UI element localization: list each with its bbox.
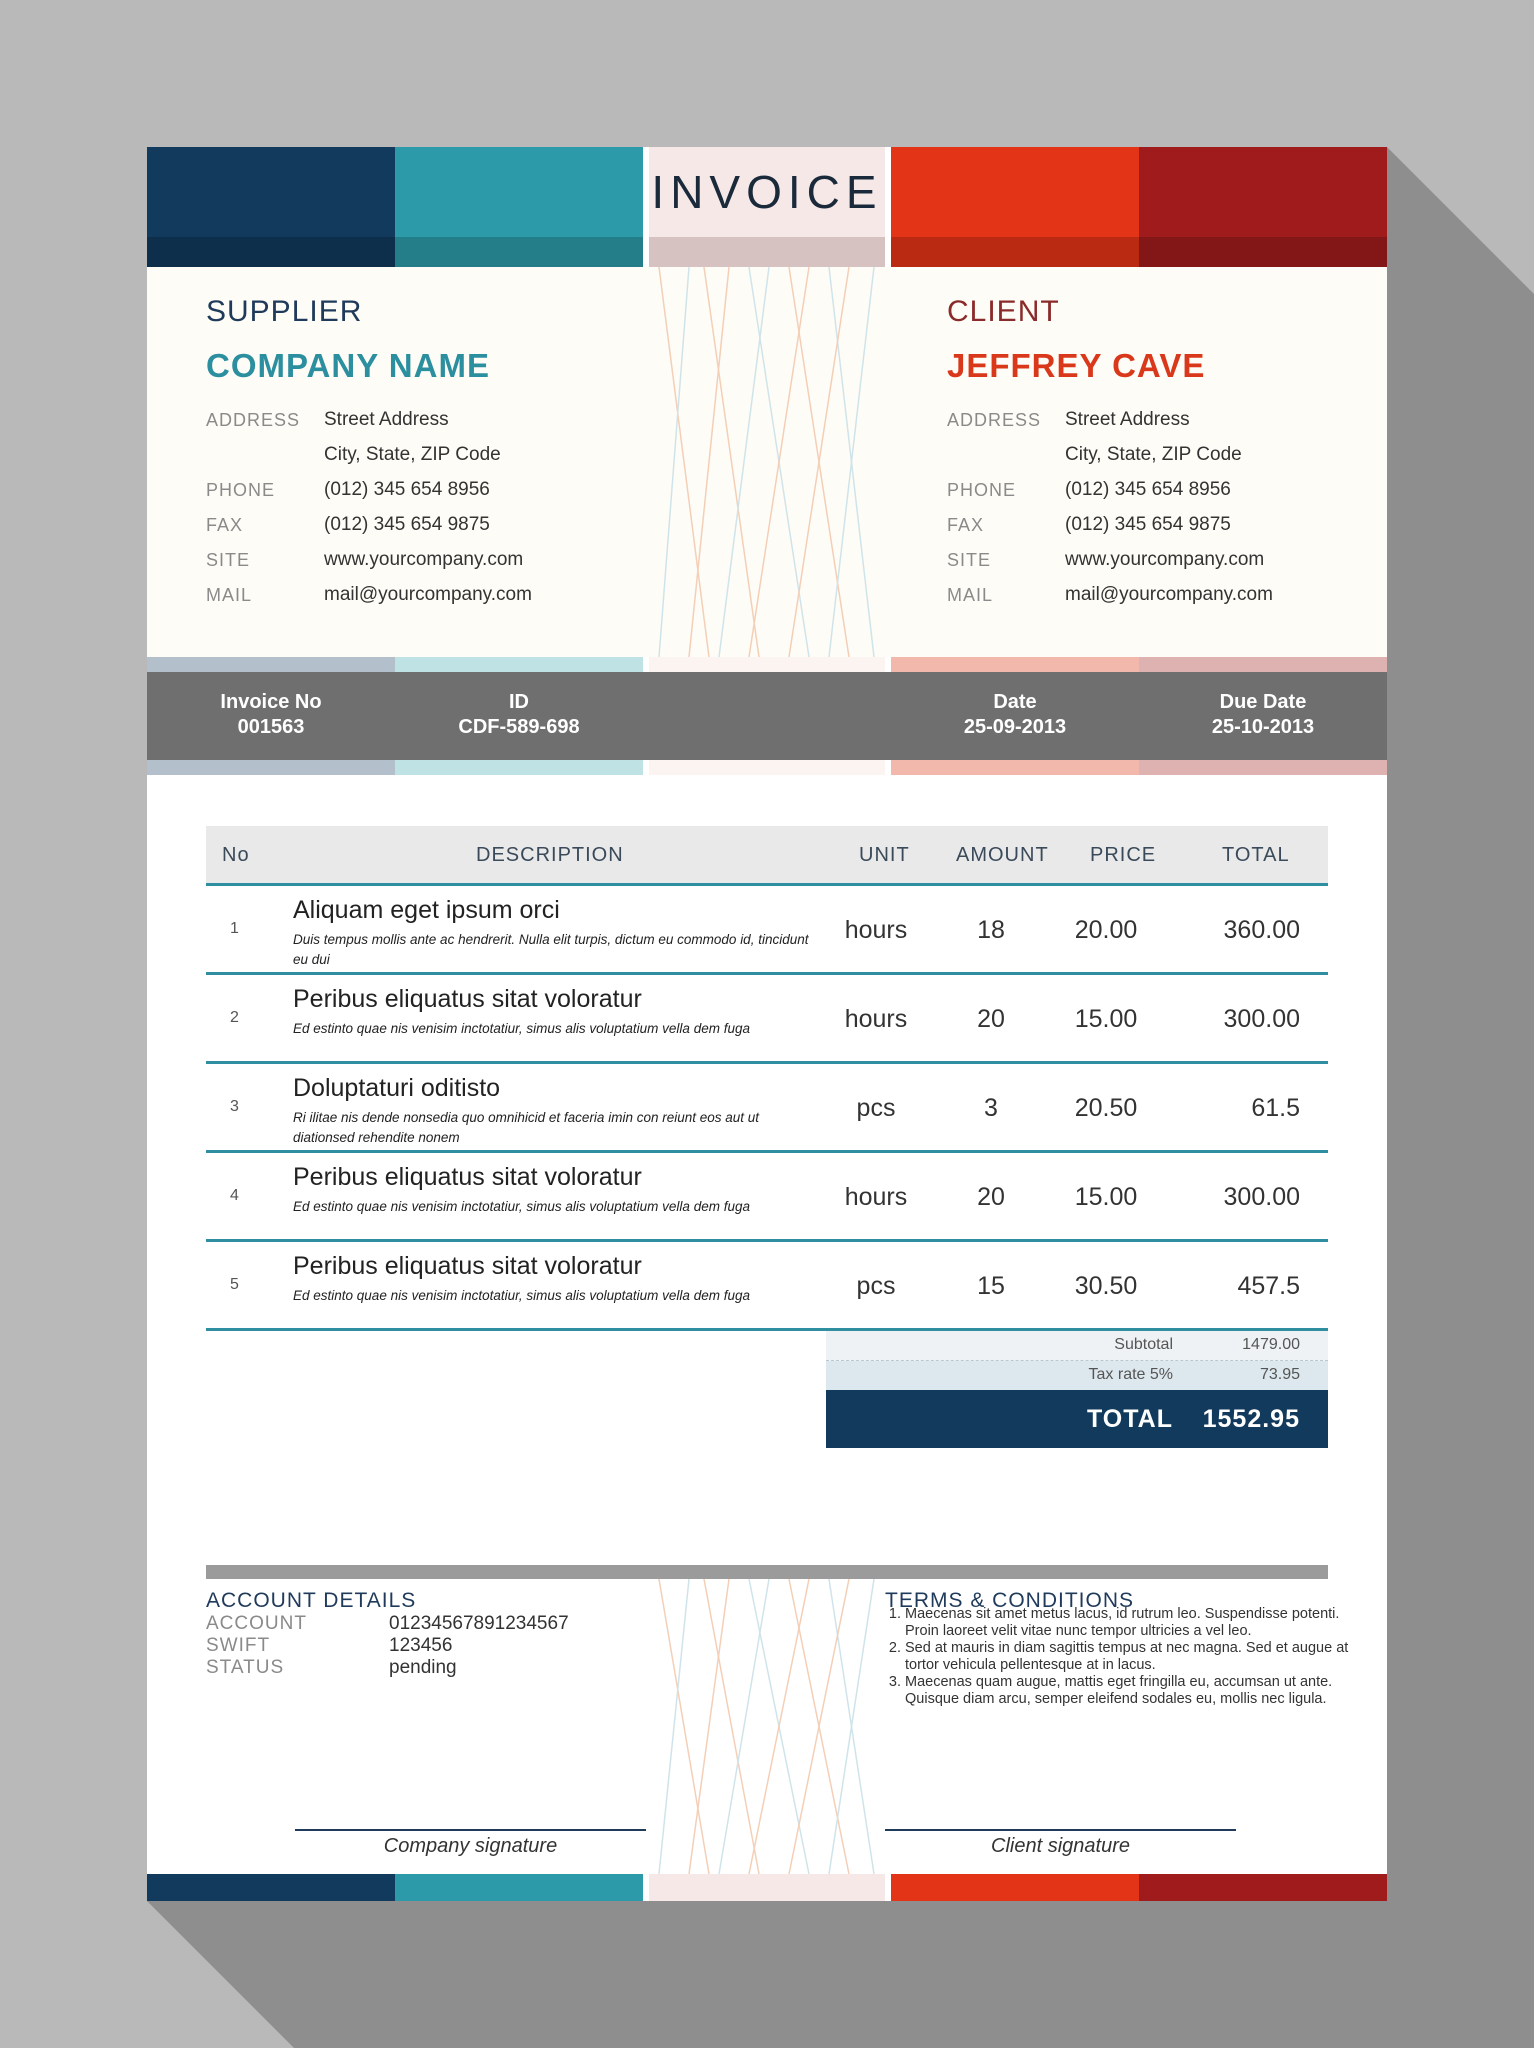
table-row bbox=[206, 1153, 1328, 1242]
row-unit: hours bbox=[844, 1183, 908, 1211]
row-price: 15.00 bbox=[1074, 1183, 1138, 1211]
client-address: Street Address bbox=[1065, 409, 1190, 430]
client-signature-label: Client signature bbox=[991, 1835, 1130, 1857]
supplier-city: City, State, ZIP Code bbox=[324, 444, 501, 465]
row-no: 2 bbox=[230, 1009, 239, 1026]
date-label: Date bbox=[993, 691, 1037, 713]
strip-teal-top bbox=[395, 657, 643, 672]
strip-red-bottom bbox=[891, 760, 1139, 775]
supplier-name: COMPANY NAME bbox=[206, 347, 490, 384]
invoice-no-block bbox=[171, 690, 371, 740]
subtotal-row bbox=[826, 1331, 1328, 1361]
subtotal-value: 1479.00 bbox=[1242, 1336, 1300, 1353]
col-unit: UNIT bbox=[859, 844, 910, 866]
col-price: PRICE bbox=[1090, 844, 1157, 866]
row-no: 1 bbox=[230, 920, 239, 937]
client-phone-key: PHONE bbox=[947, 480, 1017, 500]
row-title: Peribus eliquatus sitat voloratur bbox=[293, 1163, 642, 1191]
client-address-key: ADDRESS bbox=[947, 410, 1042, 430]
col-amount: AMOUNT bbox=[956, 844, 1049, 866]
tax-value: 73.95 bbox=[1259, 1366, 1300, 1383]
status-label: STATUS bbox=[206, 1657, 285, 1678]
row-title: Doluptaturi oditisto bbox=[293, 1074, 501, 1102]
company-signature-label: Company signature bbox=[383, 1835, 558, 1857]
invoice-page bbox=[147, 147, 1387, 1901]
header-bar-darkred bbox=[1139, 147, 1387, 267]
row-desc: Ri ilitae nis dende nonsedia quo omnihicid et faceria imin con reiunt eos aut ut diationsed rehendite nonem bbox=[293, 1110, 760, 1145]
invoice-title: INVOICE bbox=[651, 166, 883, 218]
row-title: Peribus eliquatus sitat voloratur bbox=[293, 985, 642, 1013]
row-price: 20.00 bbox=[1074, 916, 1138, 944]
supplier-fax: (012) 345 654 9875 bbox=[324, 514, 490, 535]
invoice-meta-band bbox=[147, 672, 1387, 760]
supplier-site[interactable]: www.yourcompany.com bbox=[324, 549, 524, 570]
strip-red-top bbox=[891, 657, 1139, 672]
row-amount: 15 bbox=[977, 1272, 1005, 1300]
terms-item: 1. Maecenas sit amet metus lacus, id rutrum leo. Suspendisse potenti. Proin laoreet velit vitae nunc tempor ultricies a vel leo. bbox=[905, 1606, 1355, 1640]
supplier-site-key: SITE bbox=[206, 550, 251, 570]
date-block bbox=[915, 690, 1115, 740]
footer-bar-mid bbox=[649, 1874, 885, 1901]
row-amount: 18 bbox=[977, 916, 1005, 944]
strip-navy-bottom bbox=[147, 760, 395, 775]
terms-item: 2. Sed at mauris in diam sagittis tempus at nec magna. Sed et augue at tortor vehicula pellentesque at in lacus. bbox=[905, 1640, 1355, 1674]
supplier-fax-key: FAX bbox=[206, 515, 244, 535]
items-table-header bbox=[206, 826, 1328, 886]
swift-label: SWIFT bbox=[206, 1635, 271, 1656]
row-desc: Ed estinto quae nis venisim inctotatiur, simus alis voluptatium vella dem fuga bbox=[293, 1199, 750, 1214]
table-row bbox=[206, 975, 1328, 1064]
col-total: TOTAL bbox=[1222, 844, 1290, 866]
id-label: ID bbox=[509, 691, 529, 713]
company-signature-line[interactable] bbox=[295, 1829, 646, 1831]
row-unit: hours bbox=[844, 916, 908, 944]
date-value: 25-09-2013 bbox=[963, 716, 1067, 738]
client-fax: (012) 345 654 9875 bbox=[1065, 514, 1231, 535]
account-value: 01234567891234567 bbox=[389, 1613, 569, 1634]
row-price: 20.50 bbox=[1074, 1094, 1138, 1122]
row-amount: 3 bbox=[984, 1094, 998, 1122]
supplier-address-key: ADDRESS bbox=[206, 410, 301, 430]
terms-title: TERMS & CONDITIONS bbox=[885, 1589, 1135, 1612]
supplier-mail[interactable]: mail@yourcompany.com bbox=[324, 584, 532, 605]
row-unit: pcs bbox=[856, 1272, 896, 1300]
status-value: pending bbox=[389, 1657, 457, 1678]
row-amount: 20 bbox=[977, 1183, 1005, 1211]
title-box bbox=[649, 147, 885, 267]
supplier-mail-key: MAIL bbox=[206, 585, 253, 605]
client-site[interactable]: www.yourcompany.com bbox=[1065, 549, 1265, 570]
due-date-block bbox=[1163, 690, 1363, 740]
tax-row bbox=[826, 1361, 1328, 1391]
client-name: JEFFREY CAVE bbox=[947, 347, 1206, 384]
strip-navy-top bbox=[147, 657, 395, 672]
row-no: 3 bbox=[230, 1098, 239, 1115]
footer-crosshatch-decoration bbox=[649, 1579, 885, 1874]
row-desc: Duis tempus mollis ante ac hendrerit. Nulla elit turpis, dictum eu commodo id, tincidunt eu dui bbox=[293, 932, 809, 967]
footer-divider bbox=[206, 1565, 1328, 1579]
id-block bbox=[419, 690, 619, 740]
grand-total-value: 1552.95 bbox=[1202, 1405, 1300, 1433]
invoice-no-value: 001563 bbox=[237, 716, 305, 738]
subtotal-label: Subtotal bbox=[1114, 1336, 1173, 1353]
invoice-no-label: Invoice No bbox=[220, 691, 322, 713]
row-price: 15.00 bbox=[1074, 1005, 1138, 1033]
row-no: 4 bbox=[230, 1187, 239, 1204]
row-desc: Ed estinto quae nis venisim inctotatiur, simus alis voluptatium vella dem fuga bbox=[293, 1021, 750, 1036]
supplier-phone-key: PHONE bbox=[206, 480, 276, 500]
strip-darkred-top bbox=[1139, 657, 1387, 672]
crosshatch-decoration bbox=[649, 267, 885, 657]
header-bar-navy bbox=[147, 147, 395, 267]
footer-bar-red bbox=[891, 1874, 1139, 1901]
id-value: CDF-589-698 bbox=[458, 716, 580, 738]
client-label: CLIENT bbox=[947, 295, 1060, 328]
footer-bar-navy bbox=[147, 1874, 395, 1901]
client-fax-key: FAX bbox=[947, 515, 985, 535]
client-mail[interactable]: mail@yourcompany.com bbox=[1065, 584, 1273, 605]
col-no: No bbox=[222, 844, 250, 866]
row-desc: Ed estinto quae nis venisim inctotatiur, simus alis voluptatium vella dem fuga bbox=[293, 1288, 750, 1303]
row-total: 61.5 bbox=[1251, 1094, 1300, 1122]
row-no: 5 bbox=[230, 1276, 239, 1293]
table-row bbox=[206, 886, 1328, 975]
row-total: 360.00 bbox=[1223, 916, 1300, 944]
footer-bar-darkred bbox=[1139, 1874, 1387, 1901]
col-description: DESCRIPTION bbox=[476, 844, 624, 866]
client-city: City, State, ZIP Code bbox=[1065, 444, 1242, 465]
swift-value: 123456 bbox=[389, 1635, 453, 1656]
account-label: ACCOUNT bbox=[206, 1613, 307, 1634]
client-phone: (012) 345 654 8956 bbox=[1065, 479, 1231, 500]
strip-mid-top bbox=[649, 657, 885, 672]
table-row bbox=[206, 1242, 1328, 1331]
grand-total-row bbox=[826, 1390, 1328, 1448]
row-title: Aliquam eget ipsum orci bbox=[293, 896, 560, 924]
header-bar-red bbox=[891, 147, 1139, 267]
tax-label: Tax rate 5% bbox=[1088, 1366, 1173, 1383]
client-site-key: SITE bbox=[947, 550, 992, 570]
table-row bbox=[206, 1064, 1328, 1153]
parties-section bbox=[147, 267, 1387, 657]
supplier-address: Street Address bbox=[324, 409, 449, 430]
terms-item: 3. Maecenas quam augue, mattis eget fringilla eu, accumsan ut ante. Quisque diam arcu, semper eleifend sodales eu, mollis nec ligula. bbox=[905, 1674, 1355, 1708]
due-date-label: Due Date bbox=[1219, 691, 1307, 713]
strip-darkred-bottom bbox=[1139, 760, 1387, 775]
account-details-title: ACCOUNT DETAILS bbox=[206, 1589, 417, 1612]
terms-list bbox=[885, 1606, 1355, 1708]
footer-bar-teal bbox=[395, 1874, 643, 1901]
row-total: 300.00 bbox=[1223, 1183, 1300, 1211]
supplier-label: SUPPLIER bbox=[206, 295, 363, 328]
row-total: 457.5 bbox=[1237, 1272, 1300, 1300]
header-bar-teal bbox=[395, 147, 643, 267]
row-unit: hours bbox=[844, 1005, 908, 1033]
grand-total-label: TOTAL bbox=[1086, 1405, 1173, 1433]
strip-teal-bottom bbox=[395, 760, 643, 775]
strip-mid-bottom bbox=[649, 760, 885, 775]
due-date-value: 25-10-2013 bbox=[1211, 716, 1315, 738]
client-signature-line[interactable] bbox=[885, 1829, 1236, 1831]
row-price: 30.50 bbox=[1074, 1272, 1138, 1300]
client-mail-key: MAIL bbox=[947, 585, 994, 605]
row-title: Peribus eliquatus sitat voloratur bbox=[293, 1252, 642, 1280]
row-unit: pcs bbox=[856, 1094, 896, 1122]
row-amount: 20 bbox=[977, 1005, 1005, 1033]
row-total: 300.00 bbox=[1223, 1005, 1300, 1033]
supplier-phone: (012) 345 654 8956 bbox=[324, 479, 490, 500]
